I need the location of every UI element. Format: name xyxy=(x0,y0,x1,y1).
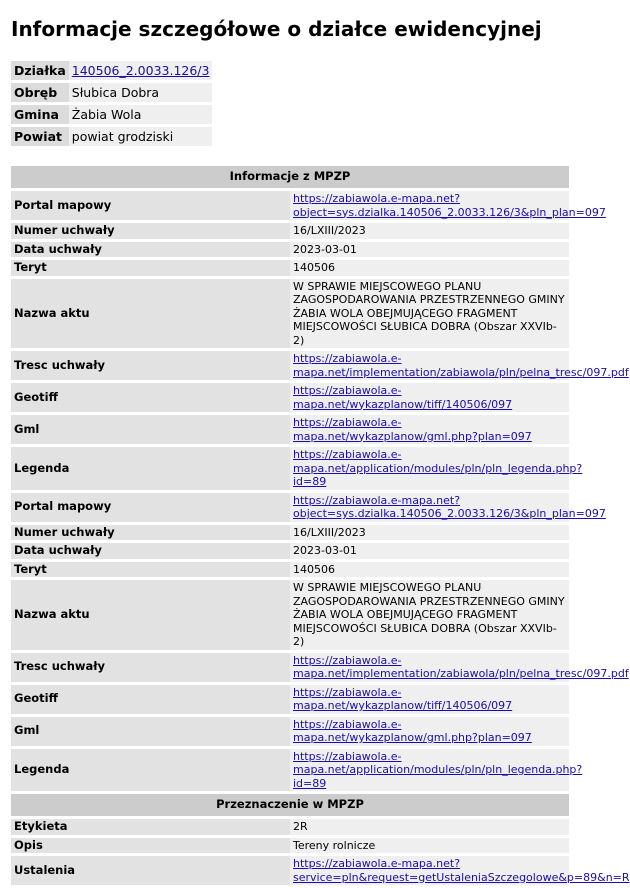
row-value: Słubica Dobra xyxy=(69,83,213,102)
purpose-header-row xyxy=(11,794,569,816)
row-label: Opis xyxy=(11,838,290,854)
mpzp-table xyxy=(11,163,630,888)
row-label: Legenda xyxy=(11,749,290,792)
row-value xyxy=(290,383,569,412)
row-link[interactable]: https://zabiawola.e-mapa.net/application/modules/pln/pln_legenda.php?id=89 xyxy=(293,749,583,790)
purpose-row xyxy=(11,819,569,835)
row-label: Portal mapowy xyxy=(11,493,290,522)
purpose-row xyxy=(11,856,569,885)
row-value xyxy=(290,493,606,522)
parcel-row xyxy=(11,83,212,102)
row-label: Legenda xyxy=(11,447,290,490)
mpzp-row xyxy=(11,260,569,276)
mpzp-row xyxy=(11,415,569,444)
row-value: 16/LXIII/2023 xyxy=(290,223,569,239)
row-label: Portal mapowy xyxy=(11,191,290,220)
row-label: Numer uchwały xyxy=(11,223,290,239)
parcel-row xyxy=(11,105,212,124)
page-title: Informacje szczegółowe o działce ewidencyjnej xyxy=(11,17,542,41)
row-value: Tereny rolnicze xyxy=(290,838,569,854)
row-link[interactable]: https://zabiawola.e-mapa.net?object=sys.dzialka.140506_2.0033.126/3&pln_plan=097 xyxy=(293,192,606,219)
row-label: Obręb xyxy=(11,83,69,102)
row-link[interactable]: https://zabiawola.e-mapa.net?service=pln&request=getUstaleniaSzczegolowe&p=89&n=R xyxy=(293,857,630,884)
row-link[interactable]: 140506_2.0033.126/3 xyxy=(71,63,210,78)
row-label: Ustalenia xyxy=(11,856,290,885)
row-label: Etykieta xyxy=(11,819,290,835)
row-value: W SPRAWIE MIEJSCOWEGO PLANU ZAGOSPODAROWANIA PRZESTRZENNEGO GMINY ŻABIA WOLA OBEJMUJĄCEGO FRAGMENT MIEJSCOWOŚCI SŁUBICA DOBRA (Obszar XXVIb-2) xyxy=(290,580,569,650)
row-link[interactable]: https://zabiawola.e-mapa.net/wykazplanow/tiff/140506/097 xyxy=(293,384,513,411)
row-value: powiat grodziski xyxy=(69,127,213,146)
mpzp-header: Informacje z MPZP xyxy=(11,166,569,188)
row-value xyxy=(290,856,630,885)
row-label: Nazwa aktu xyxy=(11,279,290,349)
row-link[interactable]: https://zabiawola.e-mapa.net/wykazplanow/tiff/140506/097 xyxy=(293,685,513,712)
row-label: Tresc uchwały xyxy=(11,351,290,380)
mpzp-row xyxy=(11,223,569,239)
row-link[interactable]: https://zabiawola.e-mapa.net?object=sys.dzialka.140506_2.0033.126/3&pln_plan=097 xyxy=(293,493,606,520)
row-link[interactable]: https://zabiawola.e-mapa.net/application/modules/pln/pln_legenda.php?id=89 xyxy=(293,448,583,488)
row-value xyxy=(290,447,583,490)
row-value xyxy=(290,351,629,380)
row-value: W SPRAWIE MIEJSCOWEGO PLANU ZAGOSPODAROWANIA PRZESTRZENNEGO GMINY ŻABIA WOLA OBEJMUJĄCEGO FRAGMENT MIEJSCOWOŚCI SŁUBICA DOBRA (Obszar XXVIb-2) xyxy=(290,279,569,349)
row-label: Gml xyxy=(11,415,290,444)
row-label: Nazwa aktu xyxy=(11,580,290,650)
mpzp-row xyxy=(11,493,569,522)
parcel-row xyxy=(11,61,212,80)
mpzp-row xyxy=(11,562,569,578)
row-link[interactable]: https://zabiawola.e-mapa.net/implementation/zabiawola/pln/pelna_tresc/097.pdf xyxy=(293,653,629,680)
mpzp-row xyxy=(11,191,569,220)
parcel-row xyxy=(11,127,212,146)
row-label: Działka xyxy=(11,61,69,80)
row-label: Gmina xyxy=(11,105,69,124)
row-value: 2023-03-01 xyxy=(290,242,569,258)
purpose-header: Przeznaczenie w MPZP xyxy=(11,794,569,816)
row-value xyxy=(290,191,606,220)
row-value xyxy=(290,653,629,682)
mpzp-row xyxy=(11,717,569,746)
row-value: 140506 xyxy=(290,260,569,276)
row-value: 2R xyxy=(290,819,569,835)
mpzp-row xyxy=(11,653,569,682)
purpose-row xyxy=(11,838,569,854)
row-label: Teryt xyxy=(11,562,290,578)
row-label: Numer uchwały xyxy=(11,525,290,541)
mpzp-row xyxy=(11,447,569,490)
row-value: 140506 xyxy=(290,562,569,578)
row-label: Gml xyxy=(11,717,290,746)
mpzp-row xyxy=(11,685,569,714)
mpzp-row xyxy=(11,383,569,412)
row-value xyxy=(290,685,569,714)
mpzp-row xyxy=(11,525,569,541)
row-link[interactable]: https://zabiawola.e-mapa.net/wykazplanow/gml.php?plan=097 xyxy=(293,416,532,443)
row-value xyxy=(69,61,213,80)
row-value: 16/LXIII/2023 xyxy=(290,525,569,541)
row-link[interactable]: https://zabiawola.e-mapa.net/wykazplanow/gml.php?plan=097 xyxy=(293,717,532,744)
row-value xyxy=(290,717,569,746)
row-link[interactable]: https://zabiawola.e-mapa.net/implementation/zabiawola/pln/pelna_tresc/097.pdf xyxy=(293,352,629,379)
row-label: Data uchwały xyxy=(11,543,290,559)
row-label: Powiat xyxy=(11,127,69,146)
row-value xyxy=(290,749,583,792)
row-label: Geotiff xyxy=(11,685,290,714)
row-value: 2023-03-01 xyxy=(290,543,569,559)
mpzp-row xyxy=(11,580,569,650)
mpzp-row xyxy=(11,749,569,792)
row-label: Teryt xyxy=(11,260,290,276)
mpzp-row xyxy=(11,351,569,380)
mpzp-row xyxy=(11,242,569,258)
mpzp-header-row xyxy=(11,166,569,188)
mpzp-row xyxy=(11,543,569,559)
row-label: Geotiff xyxy=(11,383,290,412)
parcel-info-table xyxy=(11,58,212,149)
row-label: Data uchwały xyxy=(11,242,290,258)
row-value: Żabia Wola xyxy=(69,105,213,124)
row-label: Tresc uchwały xyxy=(11,653,290,682)
row-value xyxy=(290,415,569,444)
mpzp-row xyxy=(11,279,569,349)
